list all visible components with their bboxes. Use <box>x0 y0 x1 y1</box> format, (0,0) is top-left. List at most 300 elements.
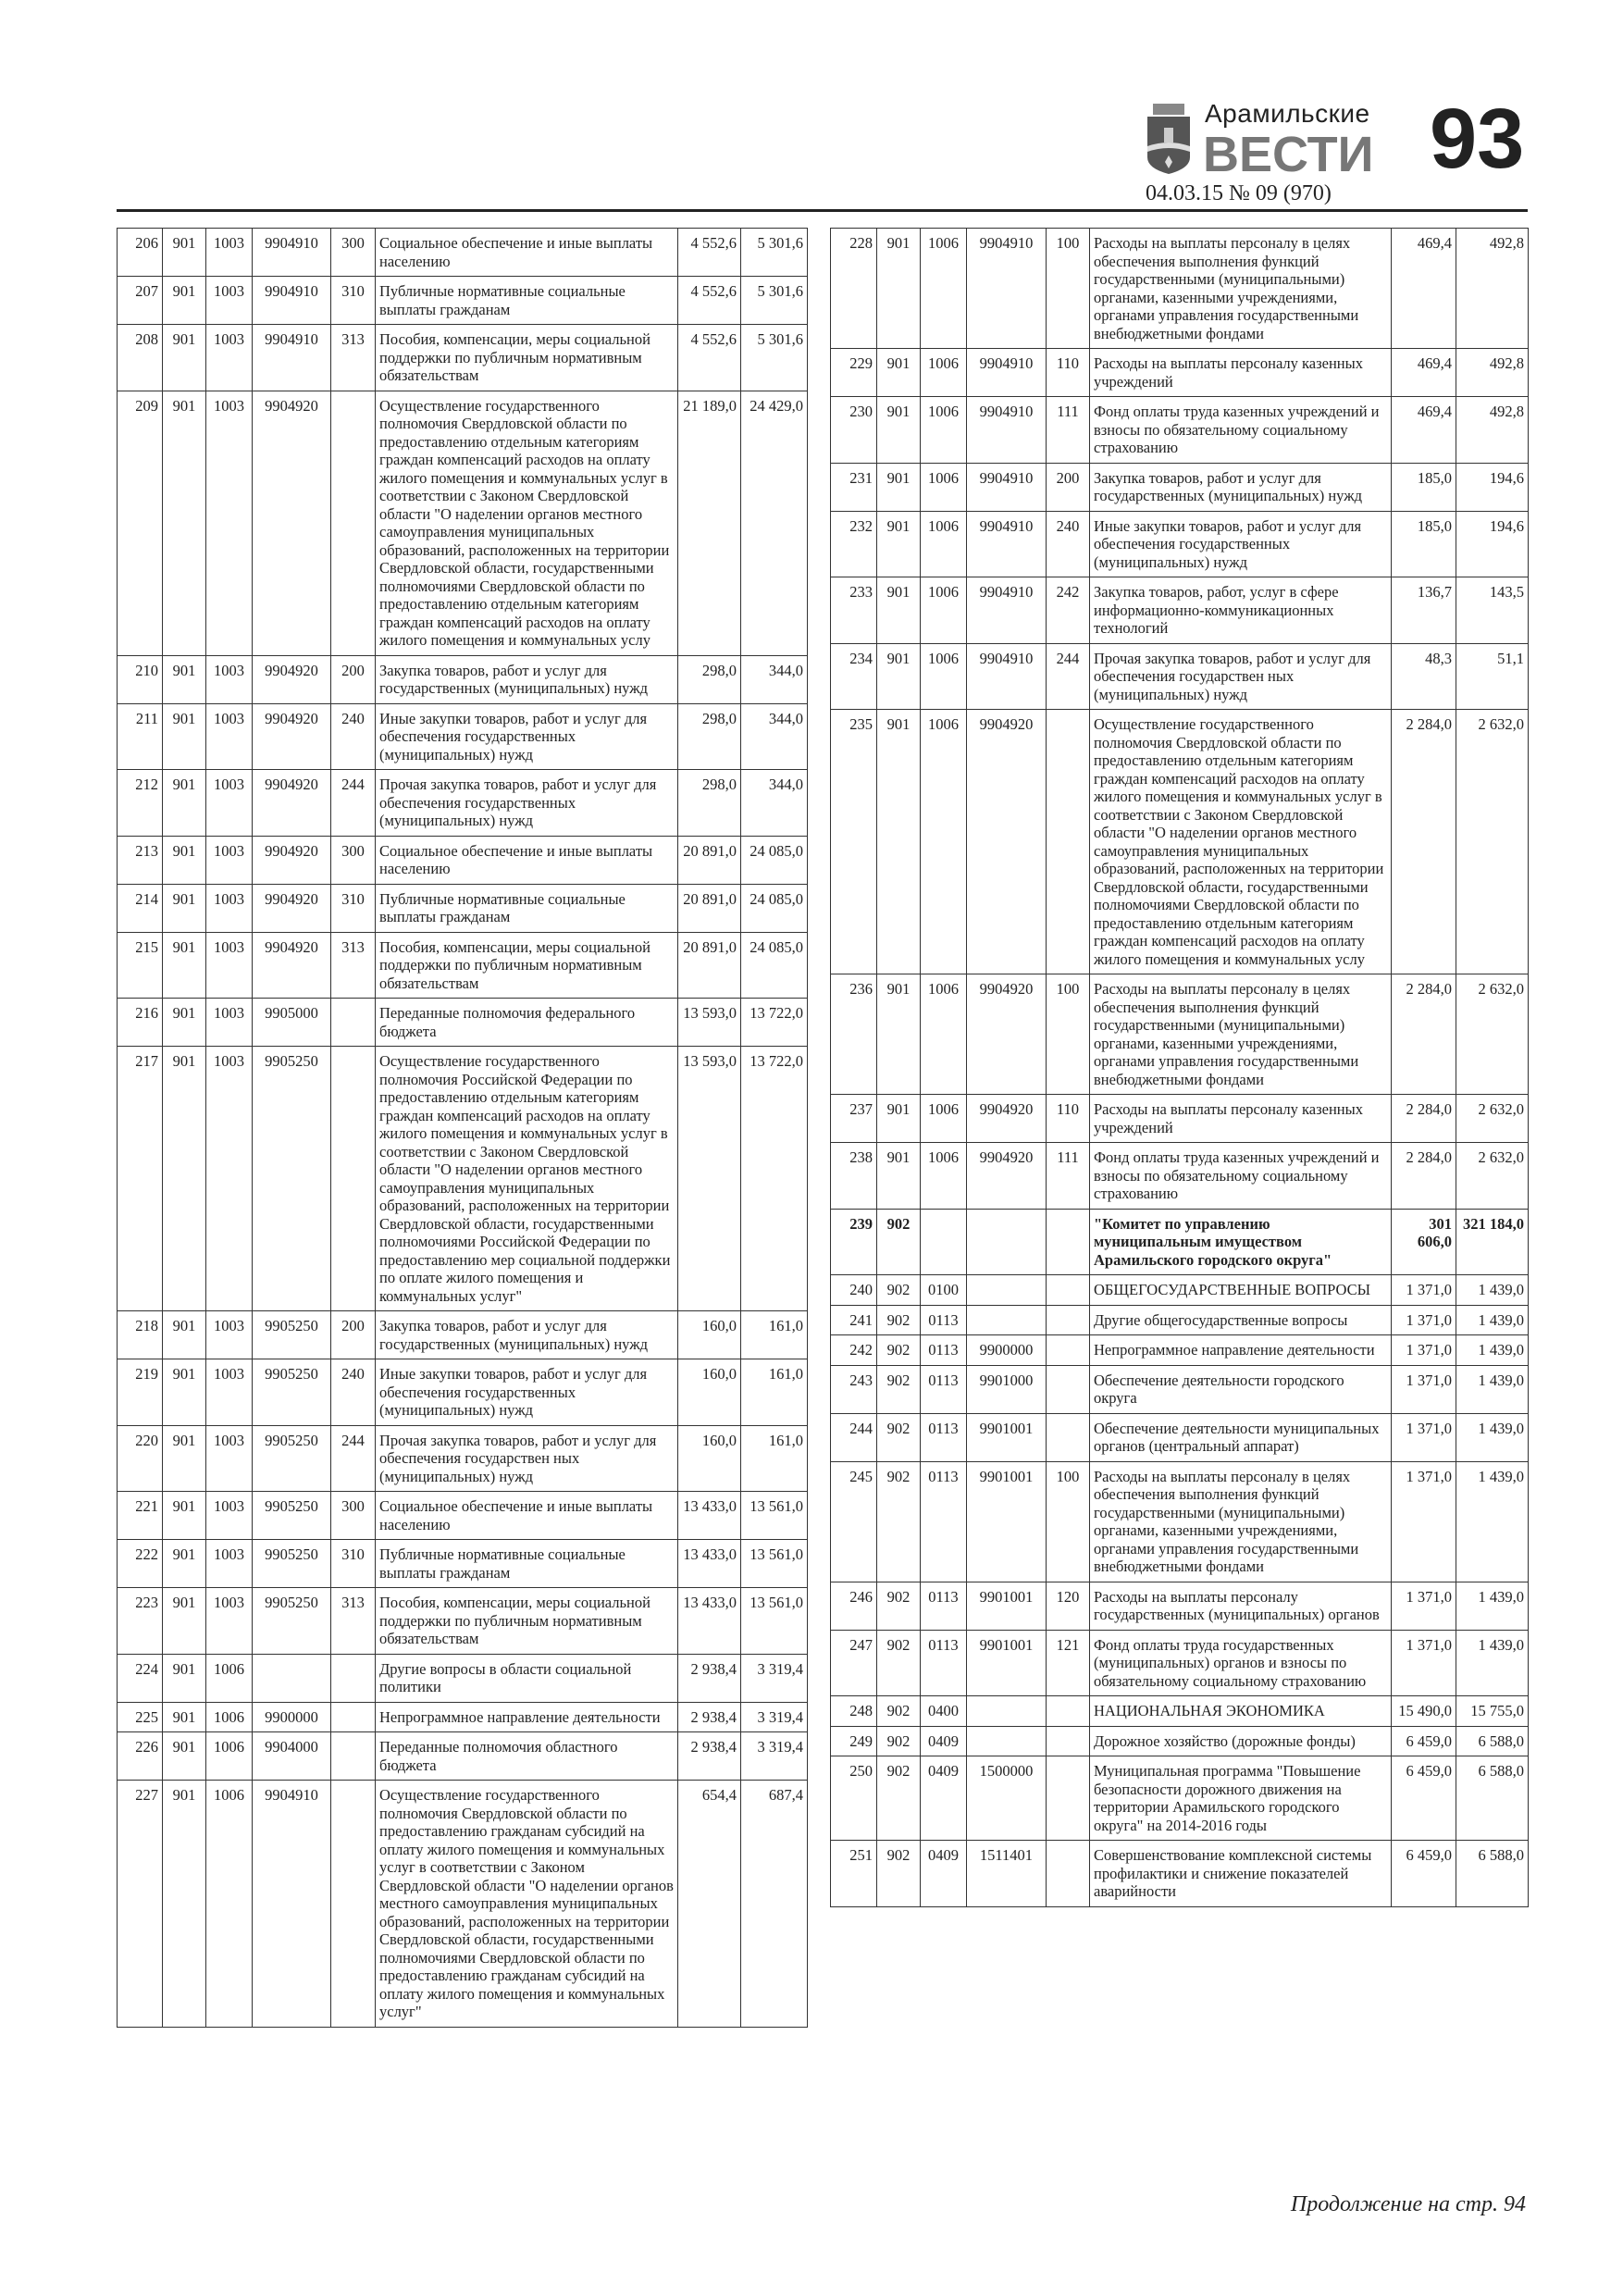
section-code: 1003 <box>206 1311 253 1359</box>
amount-2017: 1 439,0 <box>1456 1461 1529 1582</box>
section-code: 1003 <box>206 1540 253 1588</box>
amount-2016: 13 593,0 <box>678 999 741 1047</box>
amount-2016: 1 371,0 <box>1392 1630 1456 1696</box>
amount-2017: 492,8 <box>1456 397 1529 464</box>
section-code: 0113 <box>921 1461 967 1582</box>
table-row <box>831 463 1529 511</box>
row-number: 225 <box>118 1702 163 1732</box>
brand-name-top: Арамильские <box>1205 99 1370 128</box>
row-number: 224 <box>118 1654 163 1702</box>
expense-type-code: 240 <box>331 1359 376 1426</box>
amount-2017: 1 439,0 <box>1456 1365 1529 1413</box>
item-name: Другие вопросы в области социальной политики <box>376 1654 678 1702</box>
row-number: 222 <box>118 1540 163 1588</box>
amount-2016: 301 606,0 <box>1392 1209 1456 1275</box>
expense-type-code: 200 <box>331 1311 376 1359</box>
item-name: Закупка товаров, работ, услуг в сфере информационно-коммуникационных технологий <box>1090 577 1392 644</box>
target-code <box>967 1275 1047 1306</box>
target-code: 9904910 <box>967 511 1047 577</box>
ved-code: 901 <box>163 1702 206 1732</box>
row-number: 210 <box>118 655 163 703</box>
item-name: Расходы на выплаты персоналу казенных учреждений <box>1090 349 1392 397</box>
ved-code: 901 <box>163 1311 206 1359</box>
target-code: 9901001 <box>967 1461 1047 1582</box>
section-code <box>921 1209 967 1275</box>
ved-code: 901 <box>877 1143 921 1210</box>
table-row <box>118 1359 808 1426</box>
issue-info: 04.03.15 № 09 (970) <box>1146 181 1332 205</box>
item-name: Муниципальная программа "Повышение безопасности дорожного движения на территории Арамильского городского округа" на 2014-2016 годы <box>1090 1756 1392 1841</box>
row-number: 243 <box>831 1365 877 1413</box>
amount-2017: 6 588,0 <box>1456 1756 1529 1841</box>
amount-2017: 161,0 <box>741 1425 808 1492</box>
ved-code: 902 <box>877 1275 921 1306</box>
table-row <box>831 1726 1529 1756</box>
ved-code: 901 <box>163 836 206 884</box>
row-number: 208 <box>118 325 163 391</box>
target-code <box>967 1696 1047 1727</box>
target-code: 9904910 <box>253 325 331 391</box>
amount-2016: 13 433,0 <box>678 1588 741 1655</box>
row-number: 242 <box>831 1335 877 1366</box>
table-row <box>118 884 808 932</box>
target-code: 9905250 <box>253 1492 331 1540</box>
section-code: 1006 <box>921 349 967 397</box>
row-number: 248 <box>831 1696 877 1727</box>
row-number: 209 <box>118 391 163 655</box>
amount-2016: 13 433,0 <box>678 1540 741 1588</box>
section-code: 1003 <box>206 884 253 932</box>
item-name: Пособия, компенсации, меры социальной поддержки по публичным нормативным обязательствам <box>376 325 678 391</box>
item-name: Иные закупки товаров, работ и услуг для обеспечения государственных (муниципальных) нужд <box>376 1359 678 1426</box>
table-row <box>118 703 808 770</box>
item-name: Расходы на выплаты персоналу в целях обеспечения выполнения функций государственными (муниципальными) органами, казенными учреждениями, органами управления государственными внебюджетными фондами <box>1090 229 1392 349</box>
ved-code: 901 <box>877 974 921 1095</box>
target-code: 9904910 <box>967 229 1047 349</box>
amount-2017: 1 439,0 <box>1456 1582 1529 1630</box>
row-number: 234 <box>831 643 877 710</box>
section-code: 0409 <box>921 1841 967 1907</box>
table-row <box>118 1425 808 1492</box>
section-code: 1006 <box>921 643 967 710</box>
table-row <box>118 1540 808 1588</box>
item-name: Закупка товаров, работ и услуг для государственных (муниципальных) нужд <box>376 655 678 703</box>
item-name: Осуществление государственного полномочия Свердловской области по предоставлению гражданам субсидий на оплату жилого помещения и коммунальных услуг в соответствии с Законом Свердловской области "О наделении органов местного самоуправления муниципальных образований, расположенных на территории Свердловской области, государственными полномочиями Свердловской области по предоставлению гражданам субсидий на оплату жилого помещения и коммунальных услуг" <box>376 1781 678 2028</box>
expense-type-code <box>1047 1305 1090 1335</box>
ved-code: 901 <box>877 1095 921 1143</box>
target-code: 9904920 <box>967 1095 1047 1143</box>
amount-2017: 492,8 <box>1456 349 1529 397</box>
row-number: 207 <box>118 277 163 325</box>
amount-2017: 5 301,6 <box>741 229 808 277</box>
expense-type-code <box>331 999 376 1047</box>
table-row <box>831 1335 1529 1366</box>
section-code: 1006 <box>921 974 967 1095</box>
target-code: 9901001 <box>967 1582 1047 1630</box>
brand-name-main: ВЕСТИ <box>1203 127 1374 182</box>
item-name: Фонд оплаты труда казенных учреждений и взносы по обязательному социальному страхованию <box>1090 397 1392 464</box>
continued-note: Продолжение на стр. 94 <box>1290 2192 1526 2216</box>
amount-2017: 143,5 <box>1456 577 1529 644</box>
row-number: 214 <box>118 884 163 932</box>
row-number: 212 <box>118 770 163 837</box>
target-code: 9901001 <box>967 1630 1047 1696</box>
target-code: 9904920 <box>967 710 1047 974</box>
section-code: 1006 <box>921 710 967 974</box>
row-number: 213 <box>118 836 163 884</box>
ved-code: 901 <box>877 511 921 577</box>
expense-type-code <box>1047 1841 1090 1907</box>
table-row <box>831 511 1529 577</box>
row-number: 219 <box>118 1359 163 1426</box>
ved-code: 901 <box>163 325 206 391</box>
target-code: 9900000 <box>967 1335 1047 1366</box>
table-row <box>831 1841 1529 1907</box>
table-row <box>831 1143 1529 1210</box>
table-row <box>831 397 1529 464</box>
section-code: 1006 <box>921 229 967 349</box>
section-code: 0400 <box>921 1696 967 1727</box>
target-code: 9900000 <box>253 1702 331 1732</box>
item-name: Социальное обеспечение и иные выплаты населению <box>376 1492 678 1540</box>
amount-2016: 2 938,4 <box>678 1732 741 1781</box>
table-row <box>118 999 808 1047</box>
amount-2017: 2 632,0 <box>1456 974 1529 1095</box>
table-row <box>118 229 808 277</box>
amount-2017: 6 588,0 <box>1456 1841 1529 1907</box>
amount-2016: 1 371,0 <box>1392 1582 1456 1630</box>
amount-2017: 5 301,6 <box>741 325 808 391</box>
item-name: Иные закупки товаров, работ и услуг для обеспечения государственных (муниципальных) нужд <box>376 703 678 770</box>
ved-code: 902 <box>877 1335 921 1366</box>
amount-2016: 469,4 <box>1392 397 1456 464</box>
item-name: Социальное обеспечение и иные выплаты населению <box>376 836 678 884</box>
amount-2017: 24 085,0 <box>741 884 808 932</box>
section-code: 1003 <box>206 325 253 391</box>
item-name: НАЦИОНАЛЬНАЯ ЭКОНОМИКА <box>1090 1696 1392 1727</box>
target-code: 9905000 <box>253 999 331 1047</box>
target-code <box>967 1726 1047 1756</box>
amount-2017: 194,6 <box>1456 511 1529 577</box>
section-code: 1006 <box>921 511 967 577</box>
table-row <box>118 1047 808 1311</box>
amount-2017: 13 722,0 <box>741 1047 808 1311</box>
item-name: Совершенствование комплексной системы профилактики и снижение показателей аварийности <box>1090 1841 1392 1907</box>
amount-2017: 687,4 <box>741 1781 808 2028</box>
expense-type-code <box>1047 1413 1090 1461</box>
item-name: Социальное обеспечение и иные выплаты населению <box>376 229 678 277</box>
amount-2017: 1 439,0 <box>1456 1305 1529 1335</box>
ved-code: 901 <box>877 463 921 511</box>
item-name: Пособия, компенсации, меры социальной поддержки по публичным нормативным обязательствам <box>376 1588 678 1655</box>
ved-code: 902 <box>877 1209 921 1275</box>
section-code: 0113 <box>921 1582 967 1630</box>
section-code: 1003 <box>206 836 253 884</box>
row-number: 220 <box>118 1425 163 1492</box>
table-row <box>118 770 808 837</box>
row-number: 226 <box>118 1732 163 1781</box>
amount-2016: 185,0 <box>1392 511 1456 577</box>
row-number: 217 <box>118 1047 163 1311</box>
target-code: 9904910 <box>967 643 1047 710</box>
expense-type-code: 240 <box>1047 511 1090 577</box>
table-row <box>831 1095 1529 1143</box>
section-code: 1003 <box>206 1588 253 1655</box>
amount-2016: 20 891,0 <box>678 836 741 884</box>
ved-code: 902 <box>877 1582 921 1630</box>
section-code: 0113 <box>921 1335 967 1366</box>
expense-type-code <box>331 1732 376 1781</box>
page-number: 93 <box>1430 92 1525 186</box>
ved-code: 901 <box>163 277 206 325</box>
table-row <box>831 577 1529 644</box>
ved-code: 901 <box>163 1492 206 1540</box>
row-number: 240 <box>831 1275 877 1306</box>
amount-2016: 469,4 <box>1392 229 1456 349</box>
amount-2017: 161,0 <box>741 1311 808 1359</box>
table-row <box>831 974 1529 1095</box>
table-row <box>831 1365 1529 1413</box>
expense-type-code: 111 <box>1047 397 1090 464</box>
target-code: 9904920 <box>253 391 331 655</box>
amount-2017: 13 561,0 <box>741 1588 808 1655</box>
amount-2016: 2 284,0 <box>1392 1095 1456 1143</box>
section-code: 1006 <box>921 1095 967 1143</box>
amount-2017: 13 561,0 <box>741 1492 808 1540</box>
row-number: 230 <box>831 397 877 464</box>
expense-type-code <box>1047 1209 1090 1275</box>
row-number: 216 <box>118 999 163 1047</box>
target-code <box>253 1654 331 1702</box>
amount-2016: 1 371,0 <box>1392 1365 1456 1413</box>
row-number: 246 <box>831 1582 877 1630</box>
target-code: 9904920 <box>253 884 331 932</box>
expense-type-code: 100 <box>1047 229 1090 349</box>
ved-code: 901 <box>163 932 206 999</box>
target-code: 9904910 <box>967 577 1047 644</box>
table-row <box>831 1461 1529 1582</box>
item-name: Публичные нормативные социальные выплаты гражданам <box>376 1540 678 1588</box>
ved-code: 901 <box>163 1425 206 1492</box>
amount-2017: 3 319,4 <box>741 1732 808 1781</box>
table-row <box>118 932 808 999</box>
expense-type-code: 300 <box>331 229 376 277</box>
amount-2016: 6 459,0 <box>1392 1726 1456 1756</box>
amount-2016: 654,4 <box>678 1781 741 2028</box>
amount-2016: 298,0 <box>678 703 741 770</box>
expense-type-code <box>331 1702 376 1732</box>
section-code: 1006 <box>206 1654 253 1702</box>
target-code <box>967 1209 1047 1275</box>
section-code: 0100 <box>921 1275 967 1306</box>
amount-2017: 24 085,0 <box>741 932 808 999</box>
table-row <box>831 643 1529 710</box>
amount-2016: 298,0 <box>678 770 741 837</box>
table-row <box>118 1732 808 1781</box>
amount-2017: 13 722,0 <box>741 999 808 1047</box>
amount-2017: 15 755,0 <box>1456 1696 1529 1727</box>
ved-code: 901 <box>163 703 206 770</box>
ved-code: 901 <box>163 655 206 703</box>
table-row <box>118 277 808 325</box>
item-name: Осуществление государственного полномочия Свердловской области по предоставлению отдельным категориям граждан компенсаций расходов на оплату жилого помещения и коммунальных услуг в соответствии с Законом Свердловской области "О наделении органов местного самоуправления муниципальных образований, расположенных на территории Свердловской области, государственными полномочиями Свердловской области по предоставлению отдельным категориям граждан компенсаций расходов на оплату жилого помещения и коммунальных услу <box>1090 710 1392 974</box>
item-name: Осуществление государственного полномочия Российской Федерации по предоставлению отдельным категориям граждан компенсаций расходов на оплату жилого помещения и коммунальных услуг в соответствии с Законом Свердловской области "О наделении органов местного самоуправления муниципальных образований, расположенных на территории Свердловской области, государственными полномочиями Российской Федерации по предоставлению мер социальной поддержки по оплате жилого помещения и коммунальных услуг" <box>376 1047 678 1311</box>
budget-table-left <box>117 228 808 2028</box>
item-name: "Комитет по управлению муниципальным имуществом Арамильского городского округа" <box>1090 1209 1392 1275</box>
amount-2017: 13 561,0 <box>741 1540 808 1588</box>
target-code: 9904910 <box>967 463 1047 511</box>
section-code: 1006 <box>921 397 967 464</box>
section-code: 1006 <box>921 463 967 511</box>
item-name: ОБЩЕГОСУДАРСТВЕННЫЕ ВОПРОСЫ <box>1090 1275 1392 1306</box>
target-code: 9905250 <box>253 1588 331 1655</box>
ved-code: 901 <box>877 229 921 349</box>
ved-code: 901 <box>877 349 921 397</box>
amount-2016: 1 371,0 <box>1392 1275 1456 1306</box>
target-code: 9904920 <box>253 703 331 770</box>
row-number: 250 <box>831 1756 877 1841</box>
row-number: 229 <box>831 349 877 397</box>
table-row <box>118 1492 808 1540</box>
row-number: 238 <box>831 1143 877 1210</box>
item-name: Фонд оплаты труда государственных (муниципальных) органов и взносы по обязательному социальному страхованию <box>1090 1630 1392 1696</box>
target-code: 9904910 <box>253 229 331 277</box>
expense-type-code: 100 <box>1047 1461 1090 1582</box>
ved-code: 902 <box>877 1696 921 1727</box>
amount-2017: 5 301,6 <box>741 277 808 325</box>
expense-type-code <box>1047 1275 1090 1306</box>
amount-2016: 20 891,0 <box>678 884 741 932</box>
expense-type-code: 200 <box>1047 463 1090 511</box>
expense-type-code: 310 <box>331 1540 376 1588</box>
section-code: 1006 <box>206 1702 253 1732</box>
amount-2016: 21 189,0 <box>678 391 741 655</box>
item-name: Расходы на выплаты персоналу государственных (муниципальных) органов <box>1090 1582 1392 1630</box>
ved-code: 902 <box>877 1726 921 1756</box>
expense-type-code <box>1047 1756 1090 1841</box>
expense-type-code: 310 <box>331 884 376 932</box>
expense-type-code: 300 <box>331 836 376 884</box>
expense-type-code <box>331 1047 376 1311</box>
table-row <box>118 325 808 391</box>
table-row <box>118 836 808 884</box>
expense-type-code: 120 <box>1047 1582 1090 1630</box>
amount-2016: 2 284,0 <box>1392 1143 1456 1210</box>
ved-code: 902 <box>877 1756 921 1841</box>
target-code: 1511401 <box>967 1841 1047 1907</box>
item-name: Обеспечение деятельности муниципальных органов (центральный аппарат) <box>1090 1413 1392 1461</box>
table-row <box>118 1781 808 2028</box>
section-code: 1006 <box>206 1732 253 1781</box>
section-code: 1003 <box>206 703 253 770</box>
section-code: 1003 <box>206 1492 253 1540</box>
item-name: Расходы на выплаты персоналу казенных учреждений <box>1090 1095 1392 1143</box>
table-row <box>831 1696 1529 1727</box>
row-number: 231 <box>831 463 877 511</box>
amount-2017: 1 439,0 <box>1456 1275 1529 1306</box>
target-code: 9905250 <box>253 1311 331 1359</box>
section-code: 0113 <box>921 1630 967 1696</box>
item-name: Осуществление государственного полномочия Свердловской области по предоставлению отдельным категориям граждан компенсаций расходов на оплату жилого помещения и коммунальных услуг в соответствии с Законом Свердловской области "О наделении органов местного самоуправления муниципальных образований, расположенных на территории Свердловской области, государственными полномочиями Свердловской области по предоставлению отдельным категориям граждан компенсаций расходов на оплату жилого помещения и коммунальных услу <box>376 391 678 655</box>
expense-type-code: 244 <box>331 1425 376 1492</box>
amount-2016: 4 552,6 <box>678 277 741 325</box>
expense-type-code: 313 <box>331 1588 376 1655</box>
expense-type-code: 240 <box>331 703 376 770</box>
row-number: 241 <box>831 1305 877 1335</box>
item-name: Переданные полномочия федерального бюджета <box>376 999 678 1047</box>
amount-2017: 161,0 <box>741 1359 808 1426</box>
amount-2017: 321 184,0 <box>1456 1209 1529 1275</box>
row-number: 233 <box>831 577 877 644</box>
ved-code: 901 <box>163 1047 206 1311</box>
expense-type-code <box>1047 710 1090 974</box>
amount-2017: 344,0 <box>741 770 808 837</box>
row-number: 237 <box>831 1095 877 1143</box>
item-name: Прочая закупка товаров, работ и услуг для обеспечения государствен ных (муниципальных) нужд <box>1090 643 1392 710</box>
ved-code: 901 <box>877 397 921 464</box>
target-code: 9904920 <box>967 1143 1047 1210</box>
item-name: Расходы на выплаты персоналу в целях обеспечения выполнения функций государственными (муниципальными) органами, казенными учреждениями, органами управления государственными внебюджетными фондами <box>1090 974 1392 1095</box>
item-name: Другие общегосударственные вопросы <box>1090 1305 1392 1335</box>
amount-2017: 1 439,0 <box>1456 1413 1529 1461</box>
row-number: 251 <box>831 1841 877 1907</box>
ved-code: 901 <box>163 391 206 655</box>
table-row <box>118 1654 808 1702</box>
expense-type-code: 111 <box>1047 1143 1090 1210</box>
item-name: Дорожное хозяйство (дорожные фонды) <box>1090 1726 1392 1756</box>
amount-2017: 6 588,0 <box>1456 1726 1529 1756</box>
ved-code: 901 <box>877 577 921 644</box>
target-code: 9905250 <box>253 1359 331 1426</box>
section-code: 1003 <box>206 999 253 1047</box>
ved-code: 902 <box>877 1305 921 1335</box>
table-row <box>831 1305 1529 1335</box>
section-code: 1006 <box>921 577 967 644</box>
item-name: Иные закупки товаров, работ и услуг для обеспечения государственных (муниципальных) нужд <box>1090 511 1392 577</box>
section-code: 0113 <box>921 1305 967 1335</box>
row-number: 235 <box>831 710 877 974</box>
amount-2016: 48,3 <box>1392 643 1456 710</box>
target-code: 9905250 <box>253 1425 331 1492</box>
row-number: 245 <box>831 1461 877 1582</box>
ved-code: 901 <box>163 1588 206 1655</box>
ved-code: 901 <box>163 1654 206 1702</box>
item-name: Прочая закупка товаров, работ и услуг для обеспечения государствен ных (муниципальных) нужд <box>376 1425 678 1492</box>
amount-2016: 136,7 <box>1392 577 1456 644</box>
target-code: 9904920 <box>253 932 331 999</box>
amount-2017: 492,8 <box>1456 229 1529 349</box>
amount-2016: 298,0 <box>678 655 741 703</box>
target-code: 9904910 <box>967 349 1047 397</box>
section-code: 1003 <box>206 391 253 655</box>
table-row <box>831 229 1529 349</box>
amount-2017: 344,0 <box>741 655 808 703</box>
amount-2017: 344,0 <box>741 703 808 770</box>
table-row <box>831 1756 1529 1841</box>
item-name: Расходы на выплаты персоналу в целях обеспечения выполнения функций государственными (муниципальными) органами, казенными учреждениями, органами управления государственными внебюджетными фондами <box>1090 1461 1392 1582</box>
table-row <box>118 391 808 655</box>
item-name: Фонд оплаты труда казенных учреждений и взносы по обязательному социальному страхованию <box>1090 1143 1392 1210</box>
row-number: 215 <box>118 932 163 999</box>
section-code: 1003 <box>206 1047 253 1311</box>
amount-2017: 51,1 <box>1456 643 1529 710</box>
table-row <box>831 1413 1529 1461</box>
section-code: 1006 <box>921 1143 967 1210</box>
row-number: 247 <box>831 1630 877 1696</box>
amount-2016: 2 938,4 <box>678 1702 741 1732</box>
section-code: 1003 <box>206 277 253 325</box>
ved-code: 902 <box>877 1630 921 1696</box>
